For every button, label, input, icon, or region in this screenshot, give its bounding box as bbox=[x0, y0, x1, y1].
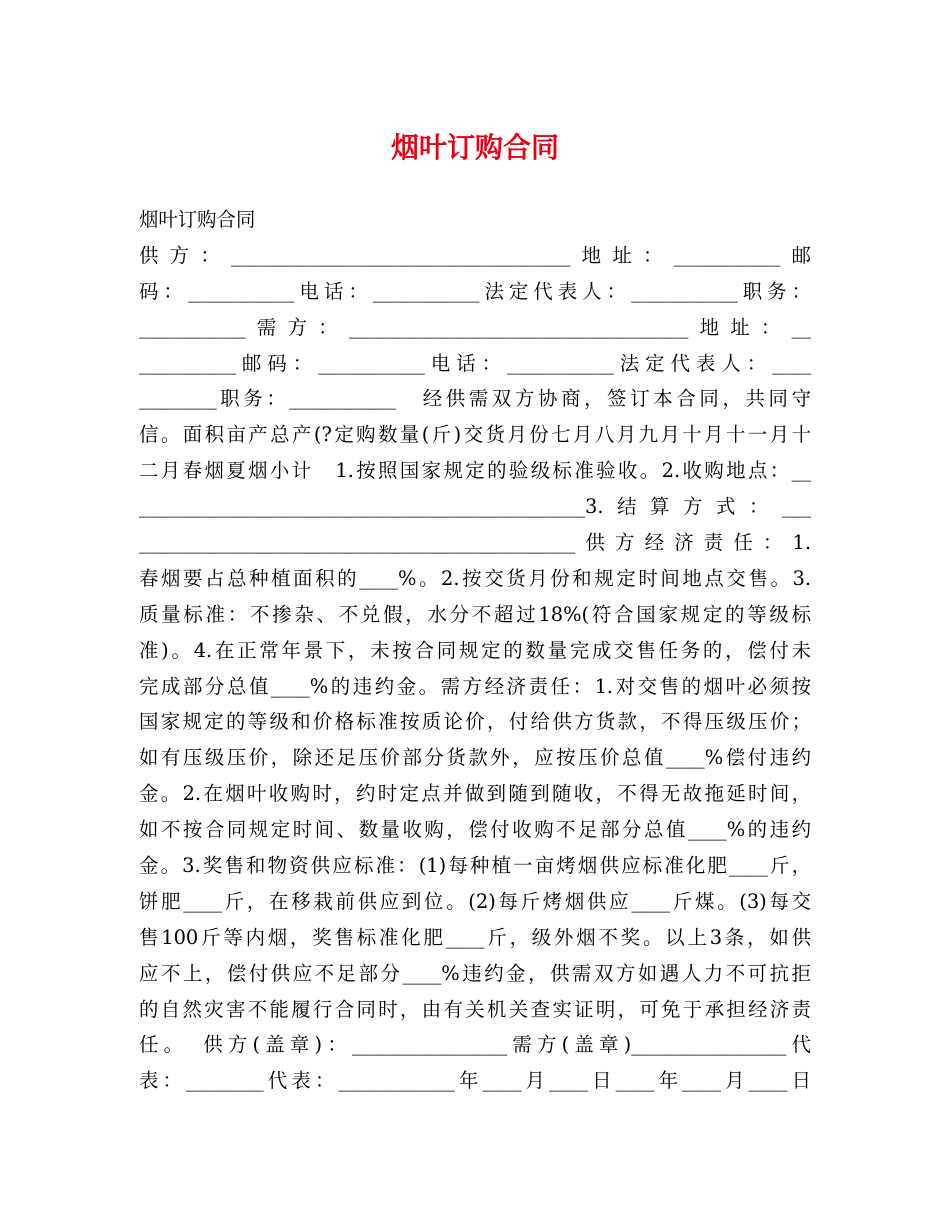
body-line: 应不上，偿付供应不足部分____%违约金，供需双方如遇人力不可抗拒 bbox=[139, 961, 811, 985]
body-line: 饼肥____斤，在移栽前供应到位。(2)每斤烤烟供应____斤煤。(3)每交 bbox=[139, 889, 811, 913]
body-line: 如不按合同规定时间、数量收购，偿付收购不足部分总值____%的违约 bbox=[139, 818, 811, 842]
body-line: 完成部分总值____%的违约金。需方经济责任：1.对交售的烟叶必须按 bbox=[139, 674, 811, 698]
body-line: 供方：___________________________________地址：___________邮 bbox=[139, 243, 811, 267]
document-title: 烟叶订购合同 bbox=[390, 131, 559, 164]
body-line: 售100斤等内烟，奖售标准化肥____斤，级外烟不奖。以上3条，如供 bbox=[139, 925, 811, 949]
body-line: 金。3.奖售和物资供应标准：(1)每种植一亩烤烟供应标准化肥____斤， bbox=[139, 854, 811, 878]
body-line: ______________________________________________3.结算方式：___ bbox=[139, 495, 811, 519]
body-line: __________邮码：___________电话：___________法定代表人：____ bbox=[139, 351, 811, 375]
body-line: 国家规定的等级和价格标准按质论价，付给供方货款，不得压级压价； bbox=[139, 710, 811, 734]
body-line: 的自然灾害不能履行合同时，由有关机关查实证明，可免于承担经济责 bbox=[139, 997, 811, 1021]
body-line: 准)。4.在正常年景下，未按合同规定的数量完成交售任务的，偿付未 bbox=[139, 638, 811, 662]
contract-body bbox=[139, 202, 811, 1099]
body-line: 表：________代表：____________年____月____日____年____月____日 bbox=[139, 1069, 811, 1093]
body-line: ________职务：___________ 经供需双方协商，签订本合同，共同守 bbox=[139, 387, 811, 411]
body-line: 码：___________电话：___________法定代表人：___________职务： bbox=[139, 279, 811, 303]
body-line: 如有压级压价，除还足压价部分货款外，应按压价总值____%偿付违约 bbox=[139, 746, 811, 770]
body-line: 烟叶订购合同 bbox=[139, 208, 256, 231]
body-line: 信。面积亩产总产(?定购数量(斤)交货月份七月八月九月十月十一月十 bbox=[139, 423, 811, 447]
body-line: 质量标准：不掺杂、不兑假，水分不超过18%(符合国家规定的等级标 bbox=[139, 602, 811, 626]
body-line: 任。 供方(盖章)：________________需方(盖章)________________代 bbox=[139, 1033, 811, 1057]
body-line: 春烟要占总种植面积的____%。2.按交货月份和规定时间地点交售。3. bbox=[139, 566, 811, 590]
body-line: ___________需方：___________________________________地址：__ bbox=[139, 315, 811, 339]
body-line: 二月春烟夏烟小计 1.按照国家规定的验级标准验收。2.收购地点：__ bbox=[139, 459, 811, 483]
body-line: 金。2.在烟叶收购时，约时定点并做到随到随收，不得无故拖延时间， bbox=[139, 782, 811, 806]
body-line: _____________________________________________供方经济责任：1. bbox=[139, 531, 811, 555]
